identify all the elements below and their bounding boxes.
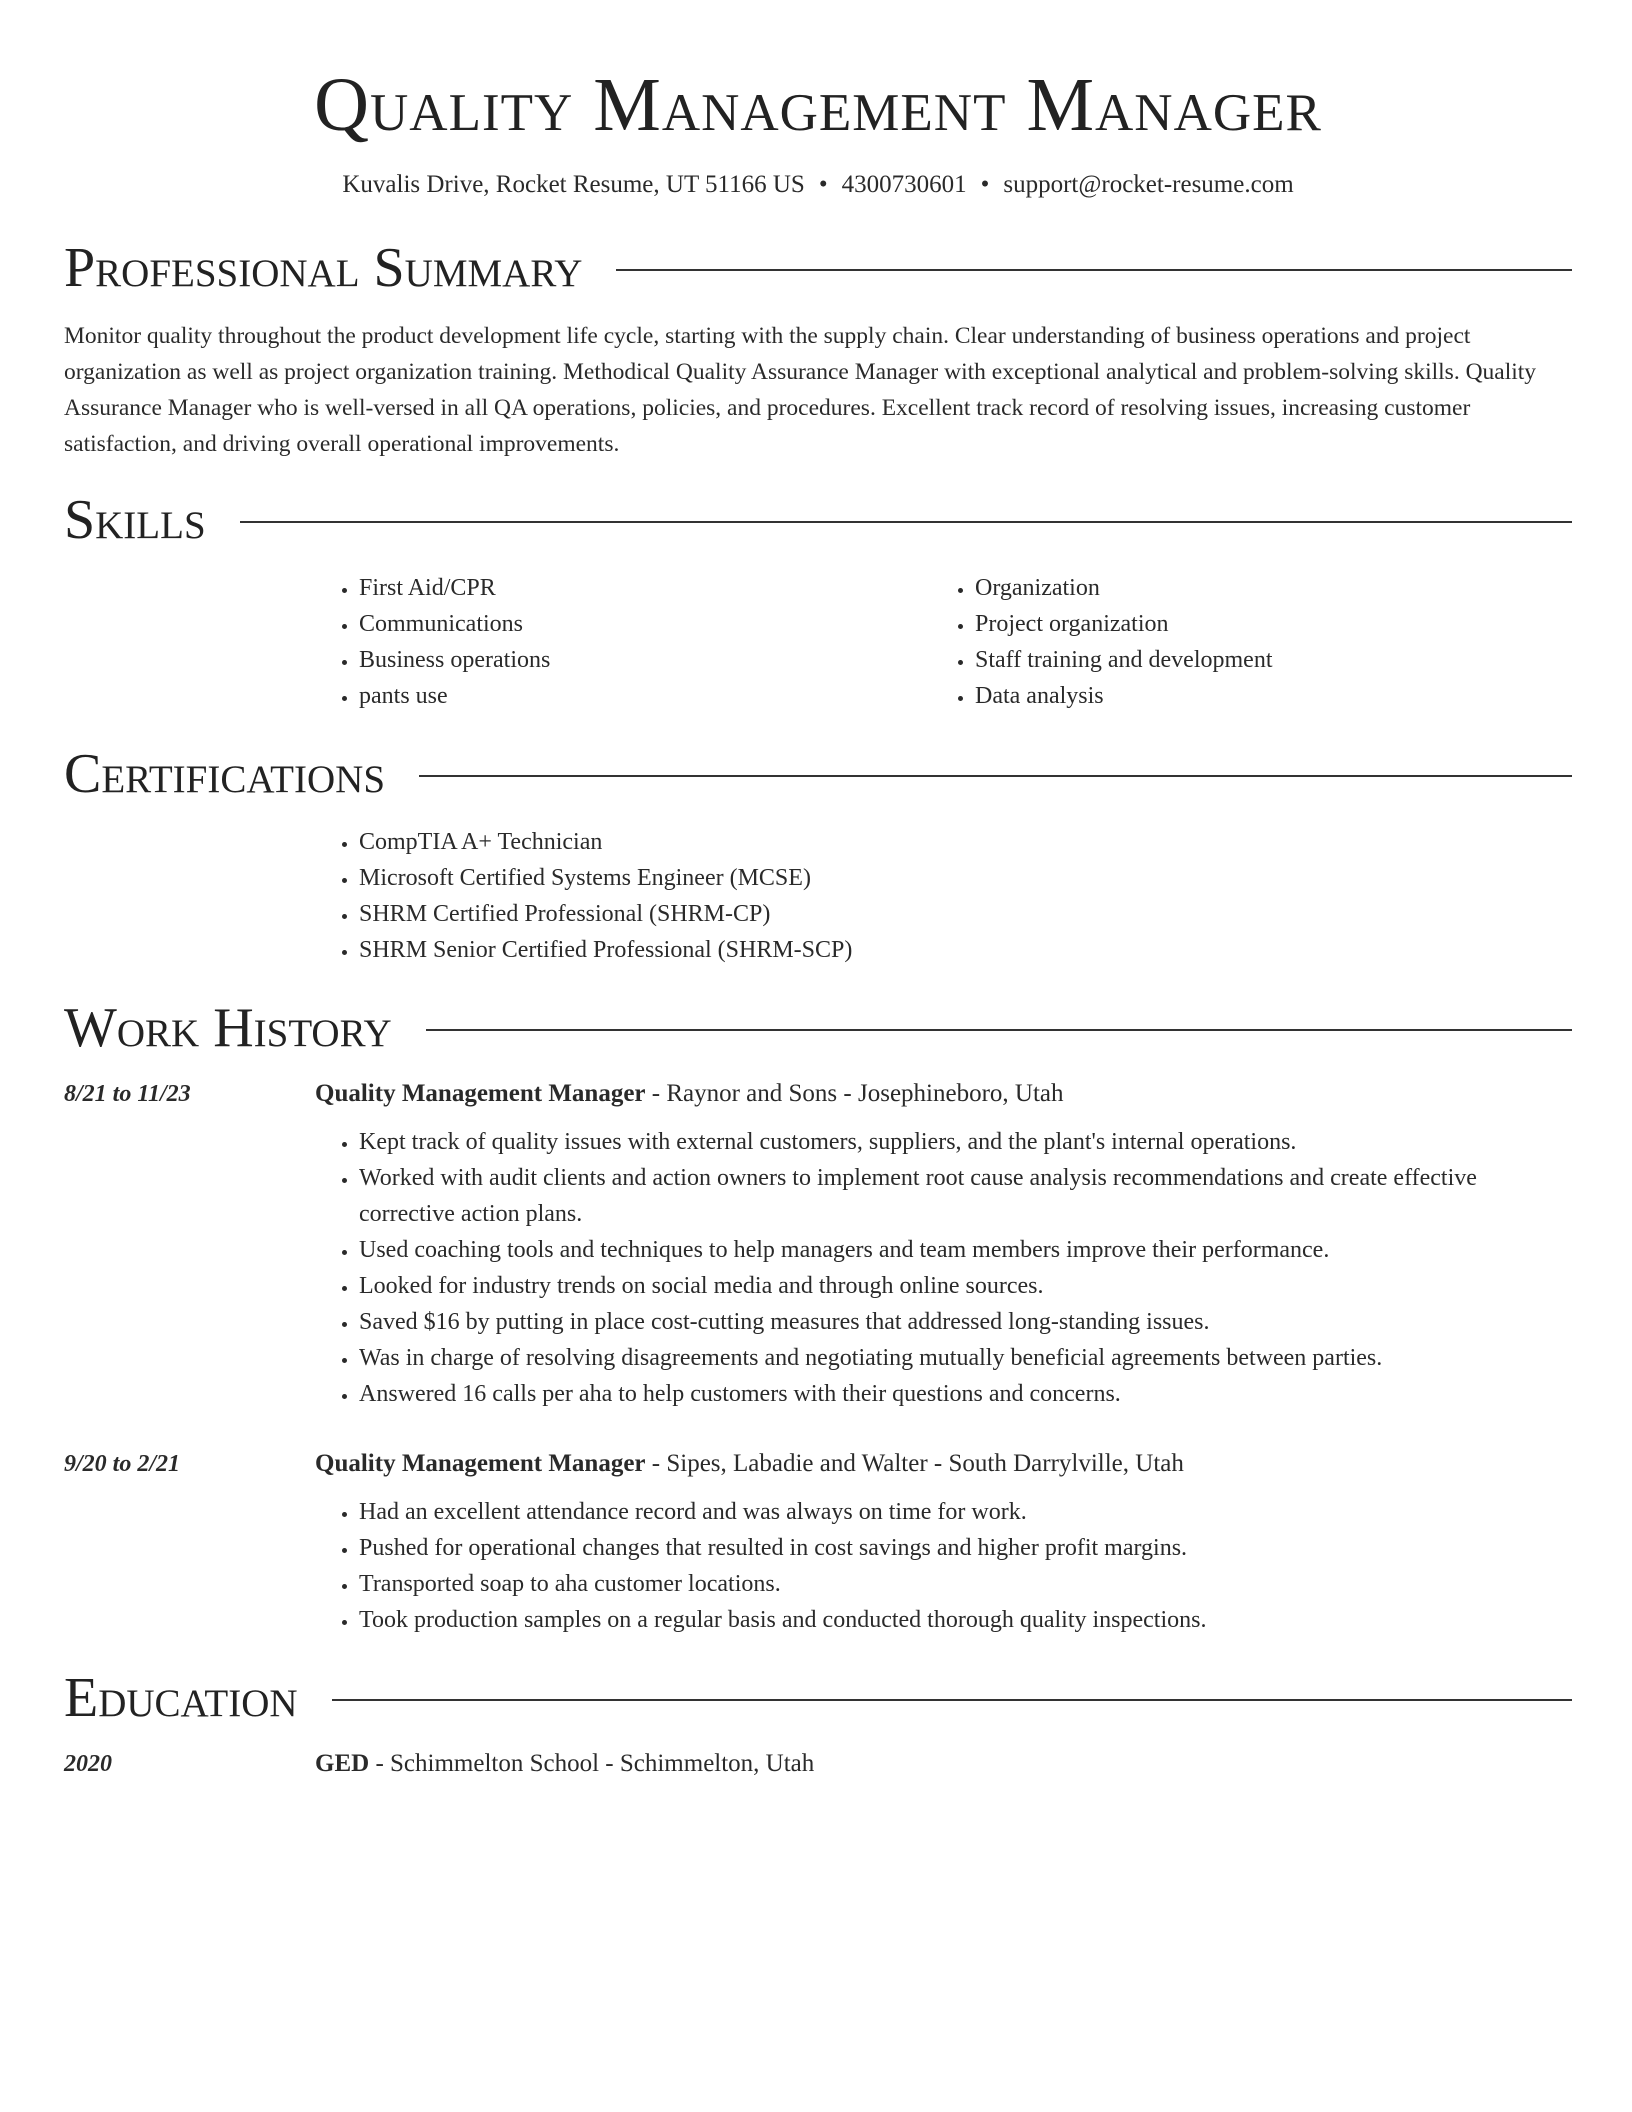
job-bullet: • Kept track of quality issues with external customers, suppliers, and the plant's internal operations.	[359, 1124, 1572, 1160]
job-bullet: • Saved $16 by putting in place cost-cutting measures that addressed long-standing issues.	[359, 1304, 1572, 1340]
education-entry	[64, 1746, 1572, 1794]
job-bullet: • Took production samples on a regular basis and conducted thorough quality inspections.	[359, 1602, 1572, 1638]
job-bullet: • Used coaching tools and techniques to help managers and team members improve their performance.	[359, 1232, 1572, 1268]
job-entry	[64, 1446, 1572, 1638]
skills-list-left	[315, 570, 931, 714]
job-role: Quality Management Manager	[315, 1080, 646, 1107]
education-header	[64, 1666, 1572, 1730]
summary-header	[64, 236, 1572, 300]
summary-title: Professional Summary	[64, 237, 583, 299]
contact-address: Kuvalis Drive, Rocket Resume, UT 51166 US	[342, 171, 805, 198]
skill-item: • Project organization	[975, 606, 1547, 642]
skills-list-right	[931, 570, 1547, 714]
education-year: 2020	[64, 1751, 112, 1777]
contact-separator: •	[980, 171, 990, 198]
education-detail	[315, 1746, 1572, 1794]
skills-column-right	[931, 570, 1547, 714]
job-bullet: • Was in charge of resolving disagreements and negotiating mutually beneficial agreements between parties.	[359, 1340, 1572, 1376]
contact-separator: •	[818, 171, 828, 198]
skill-item: • pants use	[359, 678, 931, 714]
contact-email: support@rocket-resume.com	[1003, 171, 1294, 198]
certifications-section	[64, 742, 1572, 968]
job-bullet: • Looked for industry trends on social media and through online sources.	[359, 1268, 1572, 1304]
section-divider	[426, 1029, 1572, 1031]
education-title: Education	[64, 1667, 298, 1729]
education-school: - Schimmelton School - Schimmelton, Utah	[369, 1750, 815, 1777]
skill-item: • Data analysis	[975, 678, 1547, 714]
job-entry	[64, 1076, 1572, 1412]
skills-grid	[315, 570, 1572, 714]
skill-item: • Staff training and development	[975, 642, 1547, 678]
job-bullets	[315, 1124, 1572, 1412]
job-dates: 8/21 to 11/23	[64, 1081, 191, 1107]
skill-item: • Communications	[359, 606, 931, 642]
summary-text: Monitor quality throughout the product development life cycle, starting with the supply chain. Clear understanding of business operations and project organization as well as project organization training. Methodical Quality Assurance Manager with exceptional analytical and problem-solving skills. Quality Assurance Manager who is well-versed in all QA operations, policies, and procedures. Excellent track record of resolving issues, increasing customer satisfaction, and driving overall operational improvements.	[64, 323, 1537, 457]
certification-item: • CompTIA A+ Technician	[359, 824, 1572, 860]
skill-item: • Business operations	[359, 642, 931, 678]
skills-section	[64, 488, 1572, 714]
work-history-header	[64, 996, 1572, 1060]
contact-phone: 4300730601	[841, 171, 967, 198]
job-dates: 9/20 to 2/21	[64, 1451, 181, 1477]
job-detail	[315, 1446, 1572, 1638]
education-degree: GED	[315, 1750, 370, 1777]
skills-title: Skills	[64, 489, 206, 551]
job-bullet: • Had an excellent attendance record and was always on time for work.	[359, 1494, 1572, 1530]
section-divider	[240, 521, 1572, 523]
job-bullet: • Worked with audit clients and action owners to implement root cause analysis recommendations and create effective corrective action plans.	[359, 1160, 1572, 1232]
work-history-title: Work History	[64, 997, 392, 1059]
work-history-section	[64, 996, 1572, 1638]
certification-item: • SHRM Certified Professional (SHRM-CP)	[359, 896, 1572, 932]
education-section	[64, 1666, 1572, 1794]
job-company: - Sipes, Labadie and Walter - South Darrylville, Utah	[645, 1450, 1184, 1477]
section-divider	[419, 775, 1572, 777]
job-role: Quality Management Manager	[315, 1450, 646, 1477]
job-heading	[315, 1076, 1572, 1112]
certification-item: • Microsoft Certified Systems Engineer (MCSE)	[359, 860, 1572, 896]
certifications-title: Certifications	[64, 743, 386, 805]
job-detail	[315, 1076, 1572, 1412]
job-heading	[315, 1446, 1572, 1482]
certifications-body	[315, 824, 1572, 968]
resume-name: Quality Management Manager	[314, 63, 1322, 147]
skill-item: • First Aid/CPR	[359, 570, 931, 606]
contact-line	[64, 168, 1572, 202]
job-company: - Raynor and Sons - Josephineboro, Utah	[645, 1080, 1064, 1107]
certifications-header	[64, 742, 1572, 806]
job-bullets	[315, 1494, 1572, 1638]
education-heading	[315, 1746, 1572, 1782]
skills-header	[64, 488, 1572, 552]
skill-item: • Organization	[975, 570, 1547, 606]
resume-page	[64, 0, 1572, 1794]
job-bullet: • Answered 16 calls per aha to help customers with their questions and concerns.	[359, 1376, 1572, 1412]
job-bullet: • Transported soap to aha customer locations.	[359, 1566, 1572, 1602]
summary-section	[64, 236, 1572, 462]
section-divider	[332, 1699, 1572, 1701]
skills-column-left	[315, 570, 931, 714]
section-divider	[616, 269, 1572, 271]
certification-item: • SHRM Senior Certified Professional (SHRM-SCP)	[359, 932, 1572, 968]
certifications-list	[315, 824, 1572, 968]
job-bullet: • Pushed for operational changes that resulted in cost savings and higher profit margins.	[359, 1530, 1572, 1566]
